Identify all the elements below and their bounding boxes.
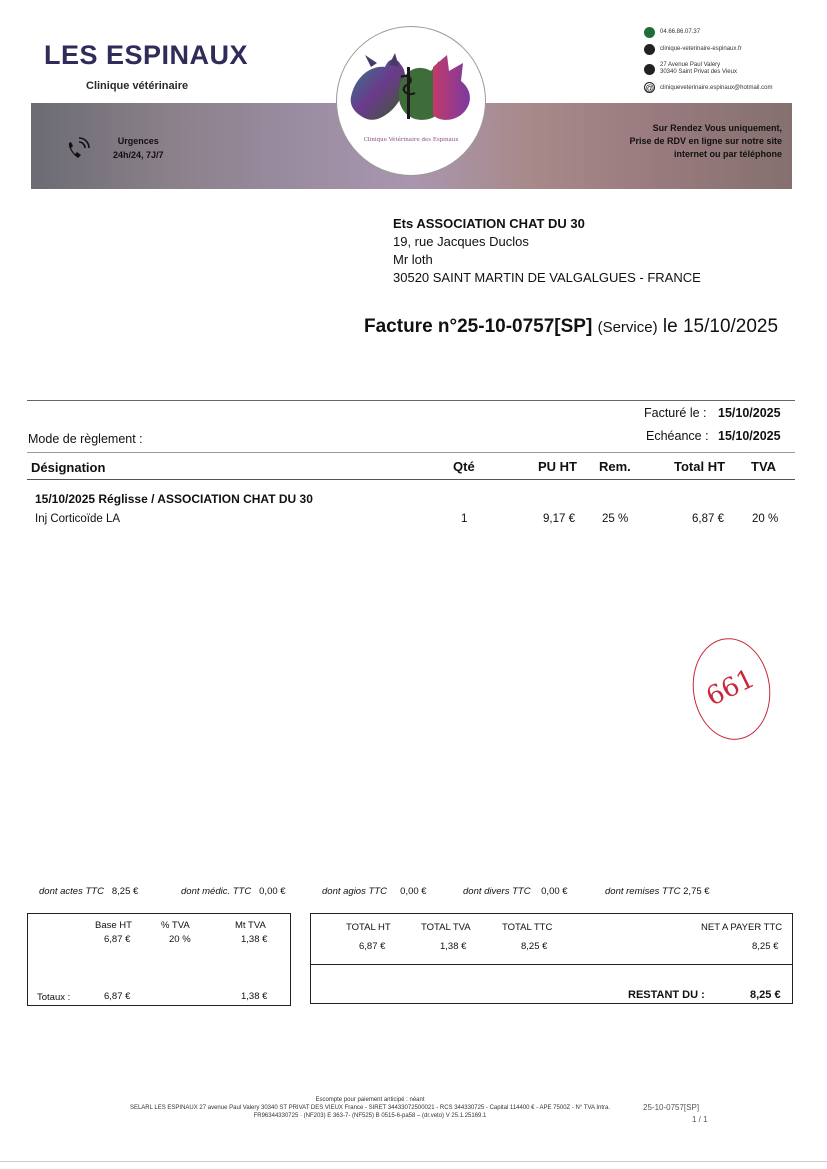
header-total-ht: Total HT (674, 459, 726, 474)
header-pu-ht: PU HT (538, 459, 577, 474)
cell-rem: 25 % (602, 513, 629, 525)
recipient-address: Ets ASSOCIATION CHAT DU 30 19, rue Jacques Duclos Mr loth 30520 SAINT MARTIN DE VALGALGUES - FRANCE (393, 216, 701, 285)
tva-rate-header: % TVA (161, 920, 190, 931)
table-row (0, 513, 827, 529)
globe-icon (644, 44, 655, 55)
handwritten-circle (686, 633, 776, 745)
footer-ref: 25-10-0757[SP] (643, 1103, 700, 1112)
invoice-title: Facture n°25-10-0757[SP] (Service) le 15/10/2025 (364, 316, 779, 337)
restant-value: 8,25 € (750, 989, 781, 1001)
due-label: Echéance : (646, 429, 709, 443)
tva-summary-box (27, 913, 291, 1006)
tva-totals-label: Totaux : (37, 992, 71, 1003)
tva-totals-base: 6,87 € (104, 991, 131, 1002)
scan-edge-line (0, 1161, 827, 1162)
clinic-logo (336, 26, 486, 176)
footer-page: 1 / 1 (692, 1115, 708, 1124)
table-top-line (27, 452, 795, 453)
breakdown-line: dont actes TTC 8,25 € (39, 886, 139, 897)
urgences-info: Urgences 24h/24, 7J/7 (113, 136, 164, 160)
breakdown-agios: dont agios TTC 0,00 € (322, 886, 427, 897)
total-tva-label: TOTAL TVA (421, 922, 471, 933)
total-ht-label: TOTAL HT (346, 922, 391, 933)
tva-amount: 1,38 € (241, 934, 268, 945)
separator-line (27, 400, 795, 401)
cell-pu-ht: 9,17 € (543, 513, 575, 525)
total-ttc-value: 8,25 € (521, 941, 548, 952)
tva-totals-amount: 1,38 € (241, 991, 268, 1002)
table-group-title: 15/10/2025 Réglisse / ASSOCIATION CHAT DU 30 (35, 492, 313, 506)
phone-icon (644, 27, 655, 38)
header-designation: Désignation (31, 460, 106, 475)
due-date: 15/10/2025 (718, 429, 781, 443)
header-tva: TVA (751, 459, 777, 474)
tva-base-header: Base HT (95, 920, 132, 931)
location-icon (644, 64, 655, 75)
cell-designation: Inj Corticoïde LA (35, 513, 121, 525)
breakdown-medic: dont médic. TTC 0,00 € (181, 886, 286, 897)
breakdown-remises: dont remises TTC 2,75 € (605, 886, 710, 897)
footer-legal: Escompte pour paiement anticipé : néant SELARL LES ESPINAUX 27 avenue Paul Valery 30340 ST PRIVAT DES VIEUX France - SIRET 34433072500021 - RCS 344330725 - Capital 114400 € - APE 7500Z - N° TVA Intra. FR96344330725 · (NF203) E 363-7- (NF525) B 0515-6-pa58 – (dr.veto) V 25.1.25169.1 (129, 1097, 611, 1119)
phone-ringing-icon (64, 137, 90, 163)
cell-tva: 20 % (752, 513, 779, 525)
tva-amount-header: Mt TVA (235, 920, 266, 931)
cell-qty: 1 (461, 513, 468, 525)
restant-label: RESTANT DU : (628, 989, 705, 1001)
clinic-subtitle: Clinique vétérinaire (86, 80, 189, 92)
animals-logo-icon (337, 27, 485, 175)
net-label: NET A PAYER TTC (701, 922, 783, 933)
tva-base: 6,87 € (104, 934, 131, 945)
total-ht-value: 6,87 € (359, 941, 386, 952)
clinic-name: LES ESPINAUX (44, 40, 249, 70)
logo-caption: Clinique Vétérinaire des Espinaux (363, 137, 459, 143)
handwritten-note: 661 (701, 663, 760, 713)
tva-rate: 20 % (169, 934, 191, 945)
totals-box (310, 913, 793, 1004)
billed-date: 15/10/2025 (718, 406, 781, 420)
total-ttc-label: TOTAL TTC (502, 922, 553, 933)
breakdown-divers: dont divers TTC 0,00 € (463, 886, 568, 897)
totals-divider (311, 964, 792, 965)
payment-method-label: Mode de règlement : (28, 432, 143, 446)
header-qty: Qté (453, 459, 475, 474)
net-value: 8,25 € (752, 941, 779, 952)
cell-total-ht: 6,87 € (692, 513, 724, 525)
table-header-line (27, 479, 795, 480)
total-tva-value: 1,38 € (440, 941, 467, 952)
billed-label: Facturé le : (644, 406, 707, 420)
appointment-info: Sur Rendez Vous uniquement, Prise de RDV en ligne sur notre site internet ou par téléphone (629, 123, 782, 159)
at-sign-icon: @ (645, 83, 655, 93)
header-rem: Rem. (599, 459, 631, 474)
